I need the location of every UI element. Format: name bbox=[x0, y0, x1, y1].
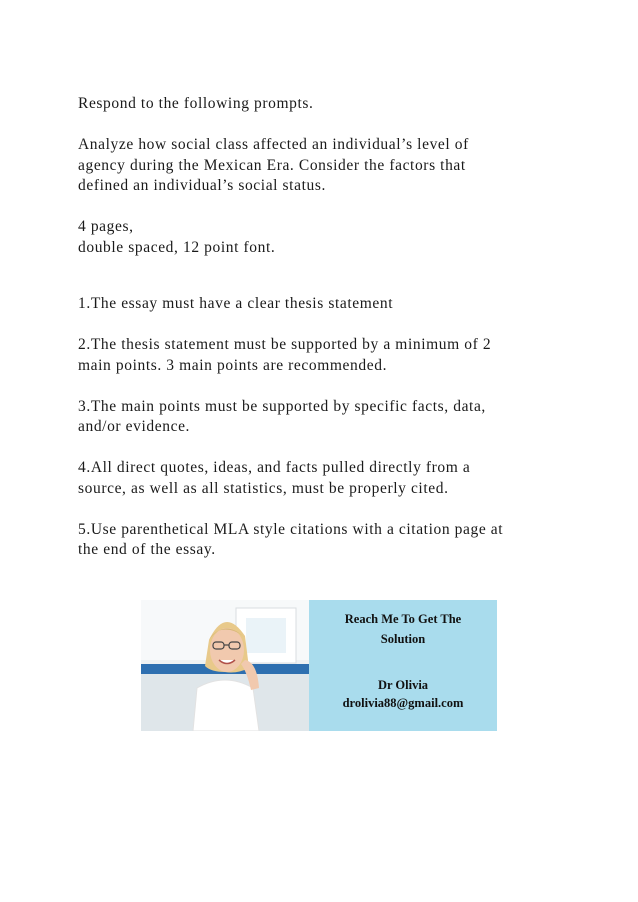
contact-banner bbox=[141, 600, 497, 731]
contact-panel bbox=[309, 600, 497, 731]
document-body bbox=[78, 94, 578, 561]
intro-line: Respond to the following prompts. bbox=[78, 95, 314, 112]
requirement-5-cont: the end of the essay. bbox=[78, 541, 216, 558]
woman-photo bbox=[141, 600, 309, 731]
requirement-2: 2.The thesis statement must be supported by a minimum of 2 bbox=[78, 336, 492, 353]
requirement-1: 1.The essay must have a clear thesis statement bbox=[78, 295, 394, 312]
contact-name: Dr Olivia bbox=[377, 678, 429, 692]
prompt-line: agency during the Mexican Era. Consider the factors that bbox=[78, 156, 466, 174]
requirement-4-cont: source, as well as all statistics, must be properly cited. bbox=[78, 479, 449, 497]
requirement-2-cont: main points. 3 main points are recommended. bbox=[78, 356, 388, 374]
requirement-3: 3.The main points must be supported by specific facts, data, bbox=[78, 397, 486, 415]
prompt-line: Analyze how social class affected an individual’s level of bbox=[78, 136, 469, 153]
contact-email[interactable]: drolivia88@gmail.com bbox=[342, 696, 464, 710]
ad-headline-line-2: Solution bbox=[380, 632, 426, 646]
requirement-4: 4.All direct quotes, ideas, and facts pulled directly from a bbox=[78, 459, 471, 476]
ad-headline-line-1: Reach Me To Get The bbox=[344, 612, 462, 626]
format-line: double spaced, 12 point font. bbox=[78, 238, 276, 256]
requirement-5: 5.Use parenthetical MLA style citations with a citation page at bbox=[78, 520, 504, 538]
prompt-line: defined an individual’s social status. bbox=[78, 177, 326, 194]
format-line: 4 pages, bbox=[78, 218, 134, 235]
requirement-3-cont: and/or evidence. bbox=[78, 418, 191, 435]
